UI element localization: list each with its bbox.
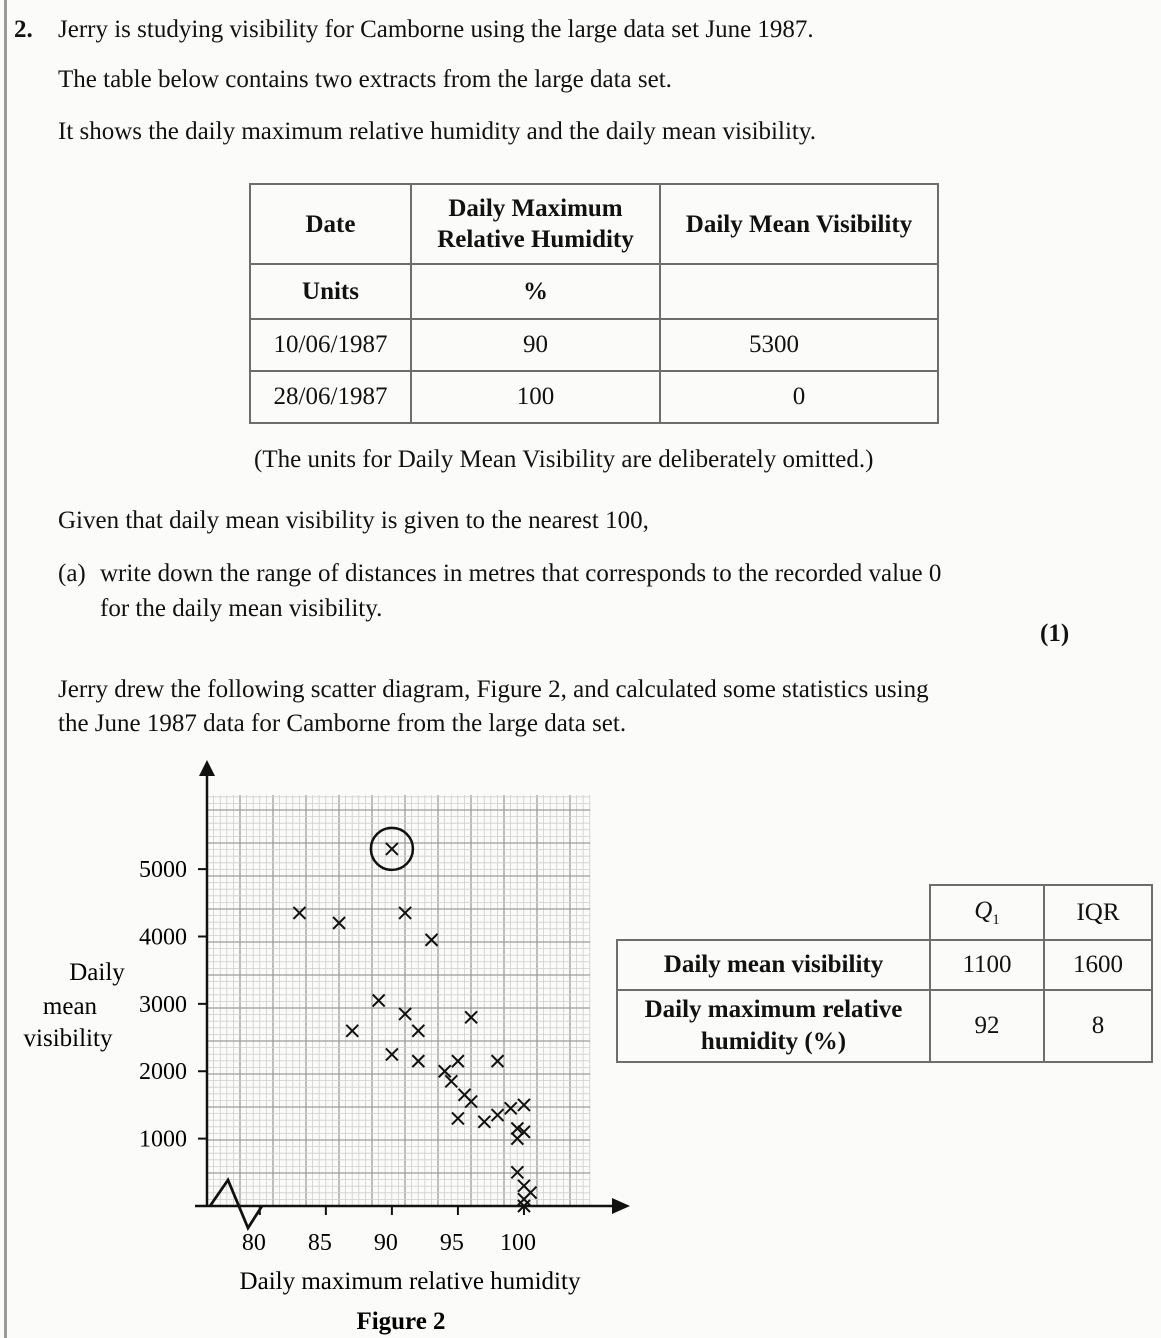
x-tick-label: 100 [499,1230,536,1256]
x-tick-label: 95 [439,1230,464,1256]
header-date: Date [250,184,411,264]
stats-corner [617,885,930,940]
chart-ticks [139,857,536,1256]
question-line-2: The table below contains two extracts from the large data set. [58,66,672,93]
extract-table-row [250,319,938,371]
extract-table-row [250,371,938,423]
x-tick-label: 85 [307,1230,332,1256]
stats-label-humidity-line-1: Daily maximum relative [644,996,903,1023]
given-statement: Given that daily mean visibility is given to the nearest 100, [58,507,649,534]
units-note: (The units for Daily Mean Visibility are deliberately omitted.) [254,446,874,473]
stats-q1-humidity: 92 [930,990,1044,1062]
extract-table-units-row [250,264,938,319]
row-2-humidity: 100 [411,371,660,423]
chart-points [293,828,536,1212]
y-tick-label: 1000 [139,1126,187,1153]
y-tick-label: 5000 [139,857,187,884]
y-axis-label-line-1: Daily [69,959,125,986]
part-a-line-2: for the daily mean visibility. [100,595,383,622]
chart-grid [207,795,590,1206]
question-line-1: Jerry is studying visibility for Camborne using the large data set June 1987. [58,16,814,43]
y-tick-label: 2000 [139,1059,187,1086]
units-humidity: % [411,264,660,319]
header-visibility: Daily Mean Visibility [660,184,938,264]
scatter-intro-line-1: Jerry drew the following scatter diagram, Figure 2, and calculated some statistics using [58,676,929,703]
x-tick-label: 90 [373,1230,398,1256]
stats-label-visibility: Daily mean visibility [617,940,930,990]
units-label: Units [250,264,411,319]
figure-caption: Figure 2 [356,1308,446,1335]
question-line-3: It shows the daily maximum relative humidity and the daily mean visibility. [58,118,816,145]
x-axis-arrow [612,1198,630,1214]
y-axis-label-line-2: mean [42,993,98,1020]
row-1-date: 10/06/1987 [250,319,411,371]
part-a-line-1: write down the range of distances in metres that corresponds to the recorded value 0 [100,560,942,587]
stats-q1-visibility: 1100 [930,940,1044,990]
stats-header-iqr: IQR [1044,885,1152,940]
x-tick-label: 80 [241,1230,266,1256]
row-1-visibility: 5300 [660,319,938,371]
part-a-marks: (1) [1040,620,1070,647]
part-a-label: (a) [58,560,86,587]
stats-label-humidity [617,990,930,1062]
extract-table-header-row [250,184,938,264]
header-humidity-line-1: Daily Maximum [448,195,623,222]
stats-header-row [617,885,1152,940]
row-2-date: 28/06/1987 [250,371,411,423]
question-number: 2. [14,16,33,43]
row-2-visibility: 0 [660,371,938,423]
scatter-intro-line-2: the June 1987 data for Camborne from the large data set. [58,710,627,737]
header-humidity [411,184,660,264]
stats-iqr-humidity: 8 [1044,990,1152,1062]
y-axis-arrow [199,760,215,776]
x-axis-label: Daily maximum relative humidity [239,1268,581,1295]
scatter-chart [0,738,660,1338]
chart-axes [195,760,630,1228]
stats-row-visibility [617,940,1152,990]
units-visibility [660,264,938,319]
extract-table [249,183,939,424]
stats-header-q1: $Q_1$ [930,885,1044,940]
row-1-humidity: 90 [411,319,660,371]
x-axis-break [210,1180,262,1228]
stats-table [616,884,1153,1063]
y-tick-label: 3000 [139,991,187,1018]
header-humidity-line-2: Relative Humidity [437,226,634,253]
y-tick-label: 4000 [139,924,187,951]
stats-row-humidity [617,990,1152,1062]
y-axis-label-line-3: visibility [23,1025,113,1052]
stats-label-humidity-line-2: humidity (%) [700,1028,847,1055]
stats-iqr-visibility: 1600 [1044,940,1152,990]
